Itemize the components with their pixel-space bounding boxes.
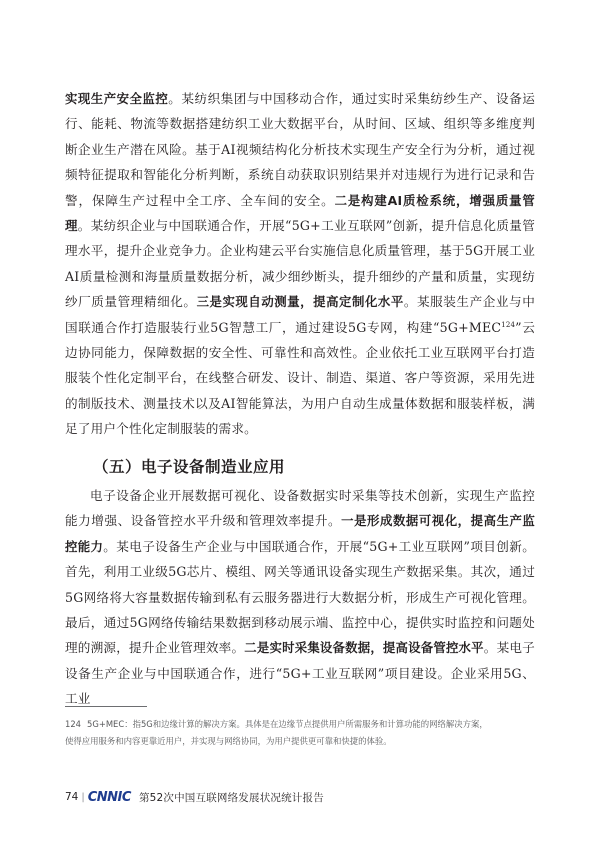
footnote-line-1: 5G+MEC：指5G和边缘计算的解决方案。具体是在边缘节点提供用户所需服务和计算功能的网络解决方案， <box>87 719 488 729</box>
paragraph-text: 。某服装生产企业与中国联通合作打造服装行业5G智慧工厂，通过建设5G专网，构建“5G+MEC <box>65 294 536 335</box>
bold-lead-auto-measurement: 三是实现自动测量，提高定制化水平 <box>196 294 404 310</box>
bold-lead-ai-inspection: 二是构建AI质检系统，增强质量管理 <box>65 192 536 234</box>
bold-lead-data-visualization: 一是形成数据可视化，提高生产监控能力 <box>65 513 536 554</box>
paragraph-text: 。某纺织集团与中国移动合作，通过实时采集纺纱生产、设备运行、能耗、物流等数据搭建纺织工业大数据平台，从时间、区域、组织等多维度判断企业生产潜在风险。基于AI视频结构化分析技术实现生产安全行为分析，通过视频特征提取和智能化分析判断，系统自动获取识别结果并对违规行为进行记录和告警，保障生产过程中全工序、全车间的安全。 <box>65 91 535 208</box>
bold-lead-safety-monitoring: 实现生产安全监控 <box>65 91 169 106</box>
paragraph-text: 电子设备企业开展数据可视化、设备数据实时采集等技术创新，实现生产监控能力增强、设备管控水平升级和管理效率提升。 <box>65 488 535 529</box>
paragraph-text: 。某电子设备生产企业与中国联通合作，进行“5G+工业互联网”项目建设。企业采用5G、工业 <box>65 640 535 707</box>
footer-separator: | <box>81 791 85 803</box>
footnote-line-2: 使得应用服务和内容更靠近用户，并实现与网络协同，为用户提供更可靠和快捷的体验。 <box>65 736 392 746</box>
paragraph-text: 。某电子设备生产企业与中国联通合作，开展“5G+工业互联网”项目创新。首先，利用工业级5G芯片、模组、网关等通讯设备实现生产数据采集。其次，通过5G网络将大容量数据传输到私有云服务器进行大数据分析，形成生产可视化管理。最后，通过5G网络传输结果数据到移动展示端、监控中心，提供实时监控和问题处理的溯源，提升企业管理效率。 <box>65 538 535 656</box>
footnote-number: 124 <box>65 719 81 729</box>
bold-lead-equipment-data: 二是实时采集设备数据，提高设备管控水平 <box>244 640 484 656</box>
paragraph-text: 。某纺织企业与中国联通合作，开展“5G+工业互联网”创新，提升信息化质量管理水平，提升企业竞争力。企业构建云平台实施信息化质量管理，基于5G开展工业AI质量检测和海量质量数据分析，减少细纱断头，提升细纱的产量和质量，实现纺纱厂质量管理精细化。 <box>65 218 536 310</box>
page-footer <box>65 788 324 806</box>
body-paragraph-2 <box>65 483 535 712</box>
paragraph-text: ”云边协同能力，保障数据的安全性、可靠性和高效性。企业依托工业互联网平台打造服装个性化定制平台，在线整合研发、设计、制造、渠道、客户等资源，采用先进的制版技术、测量技术以及AI智能算法，为用户自动生成量体数据和服装样板，满足了用户个性化定制服装的需求。 <box>65 319 535 437</box>
section-heading: （五）电子设备制造业应用 <box>93 458 286 476</box>
footnote <box>65 716 535 750</box>
page-number: 74 <box>65 791 79 803</box>
cnnic-logo: CNNIC <box>87 789 131 805</box>
report-title: 第52次中国互联网络发展状况统计报告 <box>138 791 324 804</box>
footnote-divider <box>65 706 147 707</box>
footnote-reference[interactable]: 124 <box>501 320 516 329</box>
body-paragraph-1 <box>65 86 535 442</box>
